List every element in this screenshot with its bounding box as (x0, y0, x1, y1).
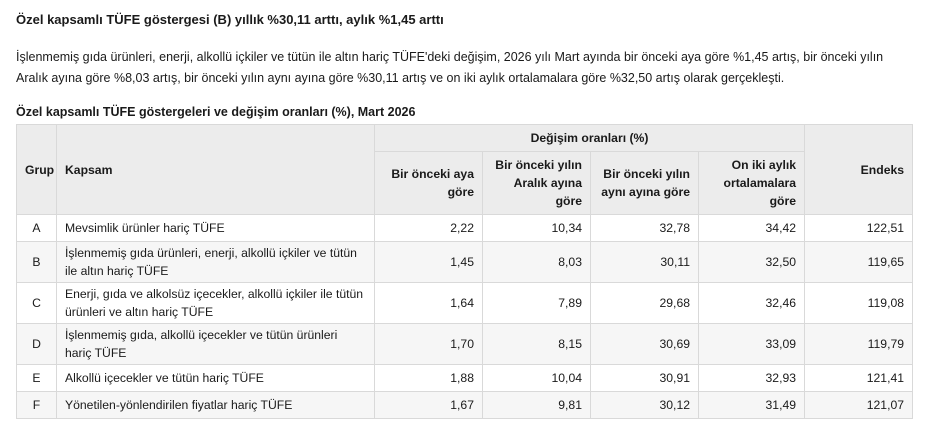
cell-twelve-month-avg: 34,42 (699, 215, 805, 242)
cell-monthly: 2,22 (375, 215, 483, 242)
col-header-twelve-month-avg: On iki aylık ortalamalara göre (699, 152, 805, 215)
summary-paragraph: İşlenmemiş gıda ürünleri, enerji, alkollü içkiler ve tütün ile altın hariç TÜFE'deki değişim, 2026 yılı Mart ayında bir önceki aya göre %1,45 artış, bir önceki yılın Aralık ayına göre %8,03 artış, bir önceki yılın aynı ayına göre %30,11 artış ve on iki aylık ortalamalara göre %32,50 artış olarak gerçekleşti. (16, 50, 884, 85)
cell-endeks: 121,41 (805, 365, 913, 392)
cell-annual: 30,91 (591, 365, 699, 392)
cell-twelve-month-avg: 32,46 (699, 283, 805, 324)
table-row (17, 392, 913, 419)
cell-twelve-month-avg: 32,93 (699, 365, 805, 392)
cell-annual: 30,11 (591, 242, 699, 283)
col-header-monthly: Bir önceki aya göre (375, 152, 483, 215)
table-row (17, 324, 913, 365)
cell-grup: D (17, 324, 57, 365)
cell-december: 9,81 (483, 392, 591, 419)
cell-endeks: 121,07 (805, 392, 913, 419)
cell-kapsam: İşlenmemiş gıda ürünleri, enerji, alkollü içkiler ve tütün ile altın hariç TÜFE (57, 242, 375, 283)
cell-kapsam: Alkollü içecekler ve tütün hariç TÜFE (57, 365, 375, 392)
cell-annual: 30,69 (591, 324, 699, 365)
cell-twelve-month-avg: 33,09 (699, 324, 805, 365)
cell-endeks: 119,79 (805, 324, 913, 365)
cell-kapsam: Yönetilen-yönlendirilen fiyatlar hariç TÜFE (57, 392, 375, 419)
cell-twelve-month-avg: 31,49 (699, 392, 805, 419)
cell-december: 10,34 (483, 215, 591, 242)
cell-december: 8,15 (483, 324, 591, 365)
col-header-kapsam: Kapsam (57, 125, 375, 215)
cell-endeks: 122,51 (805, 215, 913, 242)
cell-grup: B (17, 242, 57, 283)
col-header-grup: Grup (17, 125, 57, 215)
table-row (17, 283, 913, 324)
table-row (17, 215, 913, 242)
cell-monthly: 1,70 (375, 324, 483, 365)
cell-grup: E (17, 365, 57, 392)
headline: Özel kapsamlı TÜFE göstergesi (B) yıllık %30,11 arttı, aylık %1,45 arttı (16, 12, 444, 27)
cell-twelve-month-avg: 32,50 (699, 242, 805, 283)
cell-annual: 32,78 (591, 215, 699, 242)
cell-endeks: 119,65 (805, 242, 913, 283)
group-header-change-rates: Değişim oranları (%) (375, 125, 805, 152)
cell-monthly: 1,88 (375, 365, 483, 392)
cell-monthly: 1,67 (375, 392, 483, 419)
cell-december: 8,03 (483, 242, 591, 283)
cell-grup: C (17, 283, 57, 324)
cell-annual: 30,12 (591, 392, 699, 419)
table-row (17, 242, 913, 283)
cell-monthly: 1,64 (375, 283, 483, 324)
cell-december: 10,04 (483, 365, 591, 392)
cell-december: 7,89 (483, 283, 591, 324)
col-header-annual: Bir önceki yılın aynı ayına göre (591, 152, 699, 215)
table-row (17, 365, 913, 392)
cell-kapsam: İşlenmemiş gıda, alkollü içecekler ve tütün ürünleri hariç TÜFE (57, 324, 375, 365)
indicators-table (16, 124, 913, 419)
cell-endeks: 119,08 (805, 283, 913, 324)
table-title: Özel kapsamlı TÜFE göstergeleri ve değişim oranları (%), Mart 2026 (16, 105, 416, 119)
col-header-december: Bir önceki yılın Aralık ayına göre (483, 152, 591, 215)
cell-kapsam: Enerji, gıda ve alkolsüz içecekler, alkollü içkiler ile tütün ürünleri ve altın hariç TÜFE (57, 283, 375, 324)
cell-grup: A (17, 215, 57, 242)
cell-monthly: 1,45 (375, 242, 483, 283)
cell-grup: F (17, 392, 57, 419)
col-header-endeks: Endeks (805, 125, 913, 215)
cell-annual: 29,68 (591, 283, 699, 324)
cell-kapsam: Mevsimlik ürünler hariç TÜFE (57, 215, 375, 242)
